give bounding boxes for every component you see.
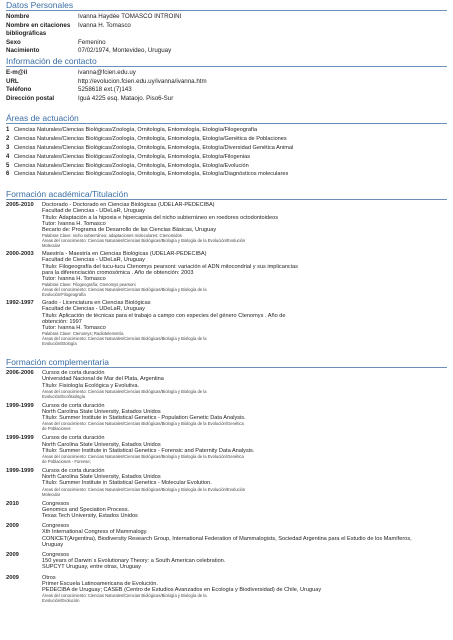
entry-date: 2009 bbox=[6, 574, 19, 581]
area-item bbox=[6, 162, 453, 171]
entry-line: North Carolina State University, Estados Unidos bbox=[42, 408, 161, 415]
complementaria-list bbox=[6, 370, 453, 603]
entry-date: 2009 bbox=[6, 523, 19, 530]
area-item bbox=[6, 126, 453, 135]
info-value: Ivanna H. Tomasco bbox=[78, 21, 131, 29]
entry-line: Cursos de corta duración bbox=[42, 402, 105, 409]
section-divider bbox=[6, 10, 447, 11]
info-row bbox=[6, 39, 453, 48]
entry-line: Facultad de Ciencias - UDeLaR, Uruguay bbox=[42, 257, 145, 264]
area-item bbox=[6, 144, 453, 153]
spacer bbox=[6, 349, 453, 357]
info-label: Nacimiento bbox=[6, 47, 40, 55]
area-text: Ciencias Naturales/Ciencias Biológicas/Zoología, Ornitología, Entomología, Etología/Filogenias bbox=[14, 153, 250, 160]
section-divider bbox=[6, 199, 447, 200]
entry-item bbox=[6, 552, 453, 571]
entry-meta: Áreas del conocimiento: Ciencias Naturales/Ciencias Biológicas/Biología y Biología de la bbox=[42, 593, 207, 599]
entry-line: Tutor: Ivanna H. Tomasco bbox=[42, 324, 106, 331]
area-text: Ciencias Naturales/Ciencias Biológicas/Zoología, Ornitología, Entomología, Etología/Diversidad Genética Animal bbox=[14, 144, 294, 151]
entry-line: Facultad de Ciencias - UDeLaR, Uruguay bbox=[42, 306, 145, 313]
area-list bbox=[6, 126, 453, 179]
info-value: Iguá 4225 esq. Mataojo. Piso6-Sur bbox=[78, 94, 174, 102]
entry-date: 2009 bbox=[6, 552, 19, 559]
entry-line: Cursos de corta duración bbox=[42, 370, 105, 377]
entry-line: SUPCYT Uruguay, entre otras, Uruguay bbox=[42, 564, 141, 571]
entry-body bbox=[42, 501, 453, 520]
entry-line: CONICET(Argentina), Biodiversity Research Group, International Federation of Mammalogists, Sociedad Argentina para el Estudio de los Mamíferos, bbox=[42, 535, 412, 542]
entry-item bbox=[6, 435, 453, 464]
entry-meta: de Poblaciones - Forense; bbox=[42, 459, 91, 464]
entry-date: 2005-2010 bbox=[6, 202, 34, 209]
entry-meta: Palabras Clave: Filogeografía; Ctenomys pearsoni bbox=[42, 282, 136, 288]
entry-date: 2000-2003 bbox=[6, 251, 34, 258]
entry-item bbox=[6, 468, 453, 497]
info-row bbox=[6, 13, 453, 22]
entry-item bbox=[6, 501, 453, 520]
entry-line: PEDECIBA de Uruguay; CASEB (Centro de Estudios Avanzados en Ecología y Biodiversidad) de Chile, Uruguay bbox=[42, 587, 322, 594]
entry-line: Cursos de corta duración bbox=[42, 468, 105, 474]
area-text: Ciencias Naturales/Ciencias Biológicas/Zoología, Ornitología, Entomología, Etología/Filogeografía bbox=[14, 127, 258, 134]
entry-meta: Palabras Clave: nicho subterráneo; adaptaciones moleculares; Ctenomidos bbox=[42, 233, 182, 239]
area-number: 6 bbox=[6, 171, 10, 178]
info-value: 07/02/1974, Montevideo, Uruguay bbox=[78, 47, 172, 55]
entry-line: Doctorado - Doctorado en Ciencias Biológicas (UDELAR-PEDECIBA) bbox=[42, 202, 215, 209]
entry-line: North Carolina State University, Estados Unidos bbox=[42, 474, 161, 481]
entry-item bbox=[6, 202, 453, 248]
entry-meta: Palabras Clave: Ctenomys; Radiotelemetría bbox=[42, 331, 124, 337]
entry-item bbox=[6, 575, 453, 604]
info-row bbox=[6, 22, 453, 39]
area-text: Ciencias Naturales/Ciencias Biológicas/Zoología, Ornitología, Entomología, Etología/Genética de Poblaciones bbox=[14, 136, 287, 143]
entry-line: Título: Fisiología Ecológica y Evolutiva. bbox=[42, 382, 140, 389]
entry-line: Facultad de Ciencias - UDeLaR, Uruguay bbox=[42, 208, 145, 215]
entry-line: Tutor: Ivanna H. Tomasco bbox=[42, 275, 106, 282]
section-personal bbox=[6, 0, 453, 56]
entry-body bbox=[42, 202, 453, 248]
spacer bbox=[6, 103, 453, 113]
info-label: E-m@il bbox=[6, 68, 28, 76]
section-divider bbox=[6, 367, 447, 368]
entry-line: obtención: 1997 bbox=[42, 318, 82, 325]
entry-line: Grado - Licenciatura en Ciencias Biológicas bbox=[42, 300, 151, 307]
entry-item bbox=[6, 523, 453, 548]
section-areas bbox=[6, 113, 453, 179]
info-value: ivanna@fcien.edu.uy bbox=[78, 68, 136, 76]
entry-meta: Áreas del conocimiento: Ciencias Naturales/Ciencias Biológicas/Biología y Biología de la Evolución/Genética bbox=[42, 421, 244, 427]
section-complementaria bbox=[6, 357, 453, 603]
info-row bbox=[6, 95, 453, 104]
entry-date: 1999-1999 bbox=[6, 468, 34, 474]
entry-line: Becario de: Programa de Desarrollo de las Ciencias Básicas, Uruguay bbox=[42, 226, 217, 233]
info-label: Dirección postal bbox=[6, 94, 55, 102]
section-divider bbox=[6, 66, 447, 67]
entry-body bbox=[42, 300, 453, 346]
entry-date: 2010 bbox=[6, 500, 19, 507]
entry-line: para la diferenciación cromosómica . Año de obtención: 2003 bbox=[42, 269, 194, 276]
info-row bbox=[6, 86, 453, 95]
entry-line: Congresos bbox=[42, 552, 70, 559]
info-row bbox=[6, 69, 453, 78]
entry-meta: Evolución/Evolución bbox=[42, 598, 80, 604]
entry-meta: Áreas del conocimiento: Ciencias Naturales/Ciencias Biológicas/Biología y Biología de la bbox=[42, 388, 207, 394]
section-title-complementaria: Formación complementaria bbox=[6, 357, 109, 368]
area-number: 5 bbox=[6, 162, 10, 169]
entry-meta: Áreas del conocimiento: Ciencias Naturales/Ciencias Biológicas/Biología y Biología de la Evolución/Evolución bbox=[42, 238, 246, 244]
entry-line: Xth International Congress of Mammalogy. bbox=[42, 529, 148, 536]
section-contact bbox=[6, 56, 453, 103]
entry-line: Otros bbox=[42, 574, 56, 581]
entry-item bbox=[6, 403, 453, 432]
entry-line: Título: Summer Institute in Statistical Genetics - Population Genetic Data Analysis. bbox=[42, 415, 246, 422]
entry-line: Uruguay bbox=[42, 541, 64, 548]
entry-item bbox=[6, 251, 453, 297]
entry-line: Genomics and Speciation Process. bbox=[42, 506, 130, 513]
info-label: Sexo bbox=[6, 38, 21, 46]
entry-line: North Carolina State University, Estados Unidos bbox=[42, 441, 161, 448]
section-title-contact: Información de contacto bbox=[6, 55, 97, 66]
formacion-list bbox=[6, 202, 453, 346]
entry-meta: Áreas del conocimiento: Ciencias Naturales/Ciencias Biológicas/Biología y Biología de la Evolución/Genética bbox=[42, 454, 244, 459]
entry-body bbox=[42, 552, 453, 571]
entry-date: 1999-1999 bbox=[6, 402, 34, 409]
entry-body bbox=[42, 251, 453, 297]
entry-line: Título: Filogeografía del tucu-tucu Ctenomys pearsoni: variación el ADN mitocondrial y sus implicancias bbox=[42, 263, 298, 270]
entry-line: Título: Summer Institute in Statistical Genetics - Molecular Evolution. bbox=[42, 480, 212, 487]
area-text: Ciencias Naturales/Ciencias Biológicas/Zoología, Ornitología, Entomología, Etología/Diagnósticos moleculares bbox=[14, 171, 289, 178]
entry-meta: de Poblaciones bbox=[42, 426, 71, 432]
area-number: 3 bbox=[6, 144, 10, 151]
entry-meta: Evolución/Ecofisiología bbox=[42, 393, 86, 399]
entry-line: Tutor: Ivanna H. Tomasco bbox=[42, 220, 106, 227]
section-title-formacion: Formación académica/Titulación bbox=[6, 189, 129, 200]
info-label: Nombre en citaciones bibliográficas bbox=[6, 21, 71, 38]
info-value: http://evolucion.fcien.edu.uy/ivanna/ivanna.htm bbox=[78, 77, 207, 85]
info-row bbox=[6, 47, 453, 56]
entry-body bbox=[42, 435, 453, 464]
entry-meta: Molecular bbox=[42, 491, 61, 497]
info-value: Ivanna Haydée TOMASCO INTROINI bbox=[78, 13, 182, 20]
entry-line: Congresos bbox=[42, 500, 70, 507]
info-label: URL bbox=[6, 77, 19, 85]
area-item bbox=[6, 135, 453, 144]
spacer bbox=[6, 179, 453, 189]
entry-item bbox=[6, 370, 453, 399]
area-number: 4 bbox=[6, 153, 10, 160]
entry-meta: Molecular bbox=[42, 243, 61, 249]
entry-meta: Áreas del conocimiento: Ciencias Naturales/Ciencias Biológicas/Biología y Biología de la Evolución/Evolución bbox=[42, 486, 246, 492]
entry-line: 150 years of Darwin´s Evolutionary Theory: a South American celebration. bbox=[42, 558, 226, 565]
contact-rows bbox=[6, 69, 453, 103]
info-label: Teléfono bbox=[6, 86, 32, 94]
entry-meta: Evolución/Filogeografía bbox=[42, 292, 86, 298]
entry-body bbox=[42, 370, 453, 399]
section-divider bbox=[6, 123, 447, 124]
entry-line: Universidad Nacional de Mar del Plata, Argentina bbox=[42, 376, 164, 383]
info-value: 5258618 ext.(7)143 bbox=[78, 86, 132, 94]
entry-date: 1992-1997 bbox=[6, 300, 34, 307]
entry-line: Título: Adaptación a la hipoxia e hipercapnia del nicho subterráneo en roedores octodontoideos bbox=[42, 214, 279, 221]
entry-line: Primer Escuela Latinoamericana de Evolución. bbox=[42, 580, 158, 587]
section-formacion bbox=[6, 189, 453, 346]
entry-line: Título: Aplicación de técnicas para el trabajo a campo con especies del género Ctenomys . Año de bbox=[42, 312, 286, 319]
entry-line: Cursos de corta duración bbox=[42, 435, 105, 442]
entry-body bbox=[42, 523, 453, 548]
entry-item bbox=[6, 300, 453, 346]
info-row bbox=[6, 78, 453, 87]
entry-body bbox=[42, 575, 453, 604]
entry-body bbox=[42, 403, 453, 432]
entry-meta: Áreas del conocimiento: Ciencias Naturales/Ciencias Biológicas/Biología y Biología de la bbox=[42, 336, 207, 342]
info-value: Femenino bbox=[78, 38, 106, 46]
area-number: 1 bbox=[6, 127, 10, 134]
entry-line: Maestría - Maestría en Ciencias Biológicas (UDELAR-PEDECIBA) bbox=[42, 251, 207, 258]
info-label: Nombre bbox=[6, 13, 30, 20]
entry-line: Congresos bbox=[42, 523, 70, 530]
area-item bbox=[6, 170, 453, 179]
entry-meta: Evolución/Etología bbox=[42, 341, 77, 347]
entry-meta: Áreas del conocimiento: Ciencias Naturales/Ciencias Biológicas/Biología y Biología de la bbox=[42, 287, 207, 293]
area-item bbox=[6, 153, 453, 162]
area-number: 2 bbox=[6, 136, 10, 143]
entry-body bbox=[42, 468, 453, 497]
entry-line: Título: Summer Institute in Statistical Genetics - Forensic and Paternity Data Analysis. bbox=[42, 447, 255, 454]
personal-rows bbox=[6, 13, 453, 56]
section-title-areas: Áreas de actuación bbox=[6, 113, 79, 124]
entry-date: 2006-2006 bbox=[6, 370, 34, 377]
area-text: Ciencias Naturales/Ciencias Biológicas/Zoología, Ornitología, Entomología, Etología/Evolución bbox=[14, 162, 249, 169]
section-title-personal: Datos Personales bbox=[6, 0, 74, 10]
entry-date: 1999-1999 bbox=[6, 435, 34, 442]
entry-line: Texas Tech University, Estados Unidos bbox=[42, 513, 138, 520]
